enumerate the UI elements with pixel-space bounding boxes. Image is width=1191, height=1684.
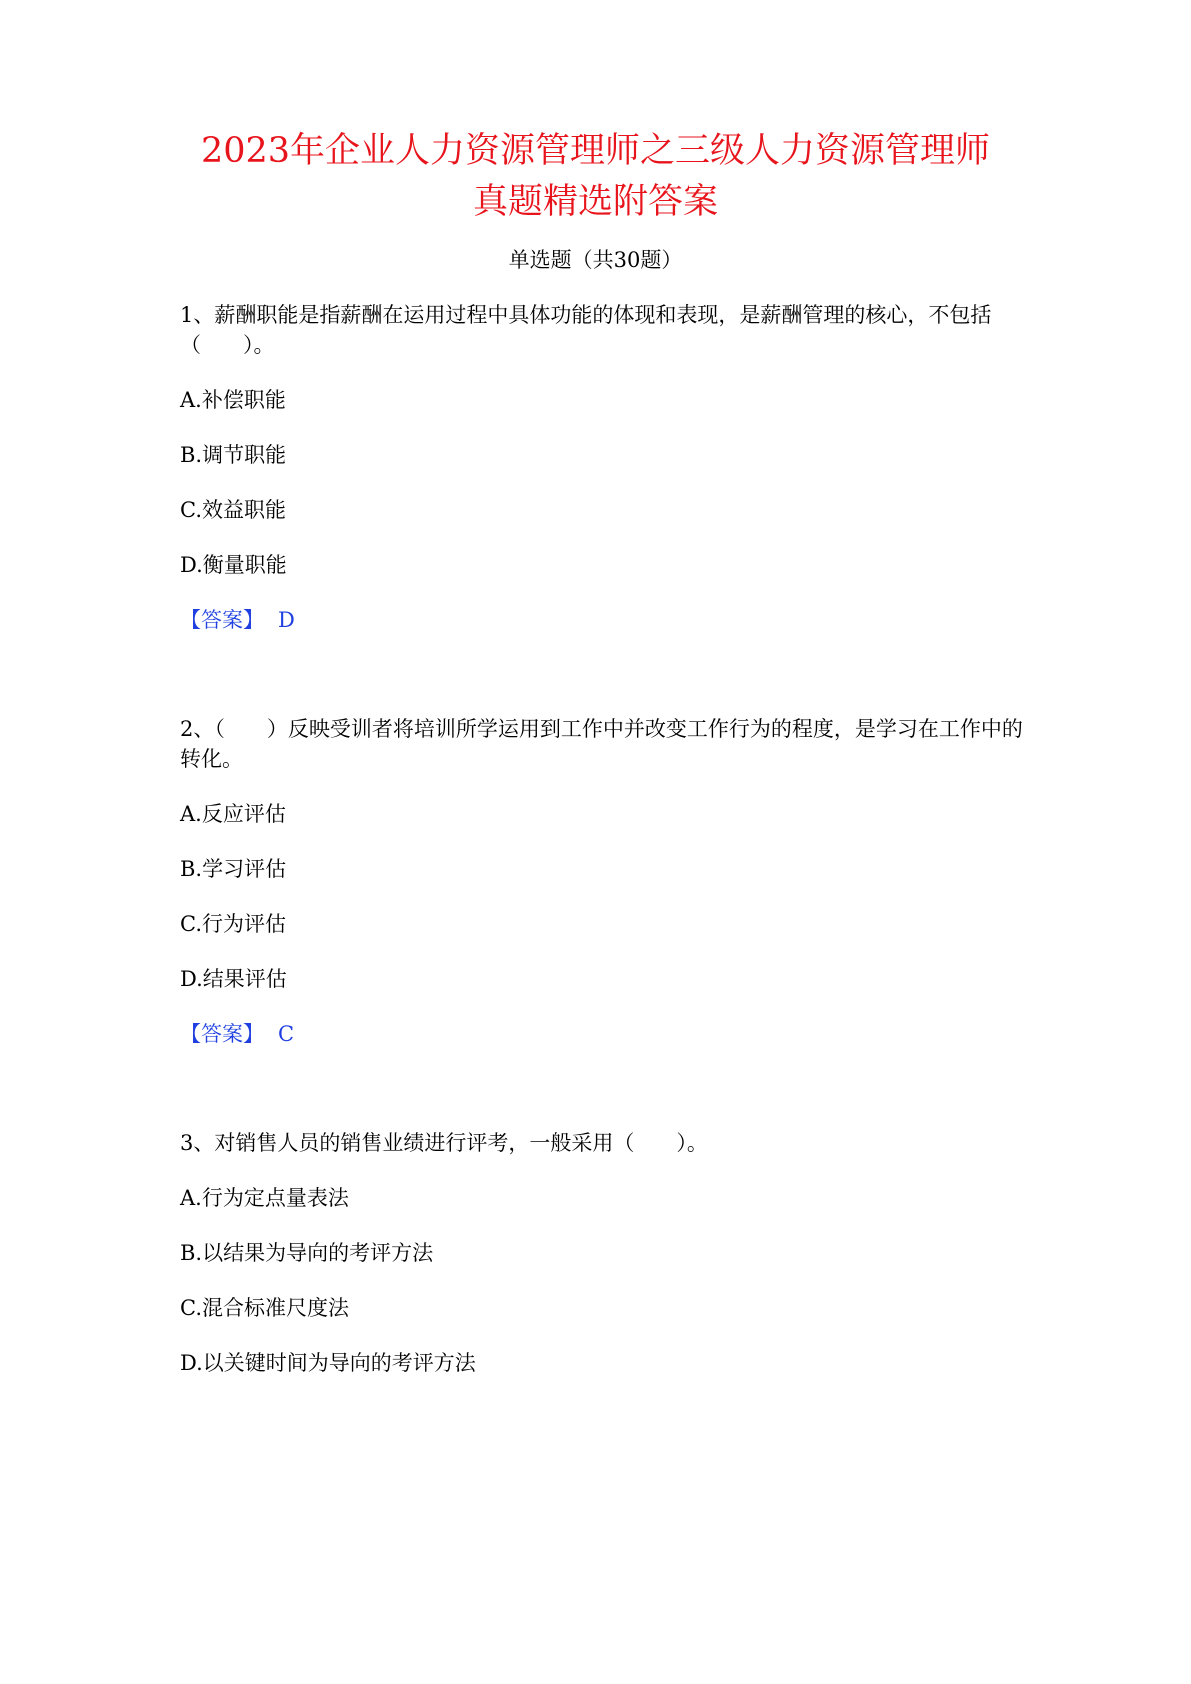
question-2-option-b: B.学习评估 — [180, 857, 287, 881]
question-2-option-a: A.反应评估 — [180, 802, 286, 826]
answer-value: C — [278, 1022, 295, 1046]
question-2-answer — [180, 1020, 294, 1048]
question-1-option-b: B.调节职能 — [180, 443, 287, 467]
question-3-option-d: D.以关键时间为导向的考评方法 — [180, 1351, 476, 1375]
question-3-option-a: A.行为定点量表法 — [180, 1186, 349, 1210]
answer-value: D — [278, 608, 295, 632]
question-2-option-c: C.行为评估 — [180, 912, 286, 936]
question-1-option-a: A.补偿职能 — [180, 388, 286, 412]
document-title-line-2: 真题精选附答案 — [472, 182, 718, 222]
question-1-option-c: C.效益职能 — [180, 498, 286, 522]
question-3-option-b: B.以结果为导向的考评方法 — [180, 1241, 434, 1265]
question-3-option-c: C.混合标准尺度法 — [180, 1296, 349, 1320]
document-title-line-1: 2023年企业人力资源管理师之三级人力资源管理师 — [200, 131, 991, 171]
answer-label: 【答案】 — [180, 608, 264, 632]
question-2-text: 2、（ ）反映受训者将培训所学运用到工作中并改变工作行为的程度，是学习在工作中的转化。 — [180, 717, 1023, 771]
answer-label: 【答案】 — [180, 1022, 264, 1046]
question-1-text: 1、薪酬职能是指薪酬在运用过程中具体功能的体现和表现，是薪酬管理的核心，不包括（ ）。 — [180, 303, 992, 357]
question-1-option-d: D.衡量职能 — [180, 553, 287, 577]
section-heading: 单选题（共30题） — [508, 248, 683, 272]
question-1-answer — [180, 606, 295, 634]
question-3-text: 3、对销售人员的销售业绩进行评考，一般采用（ ）。 — [180, 1131, 708, 1155]
question-2-option-d: D.结果评估 — [180, 967, 287, 991]
